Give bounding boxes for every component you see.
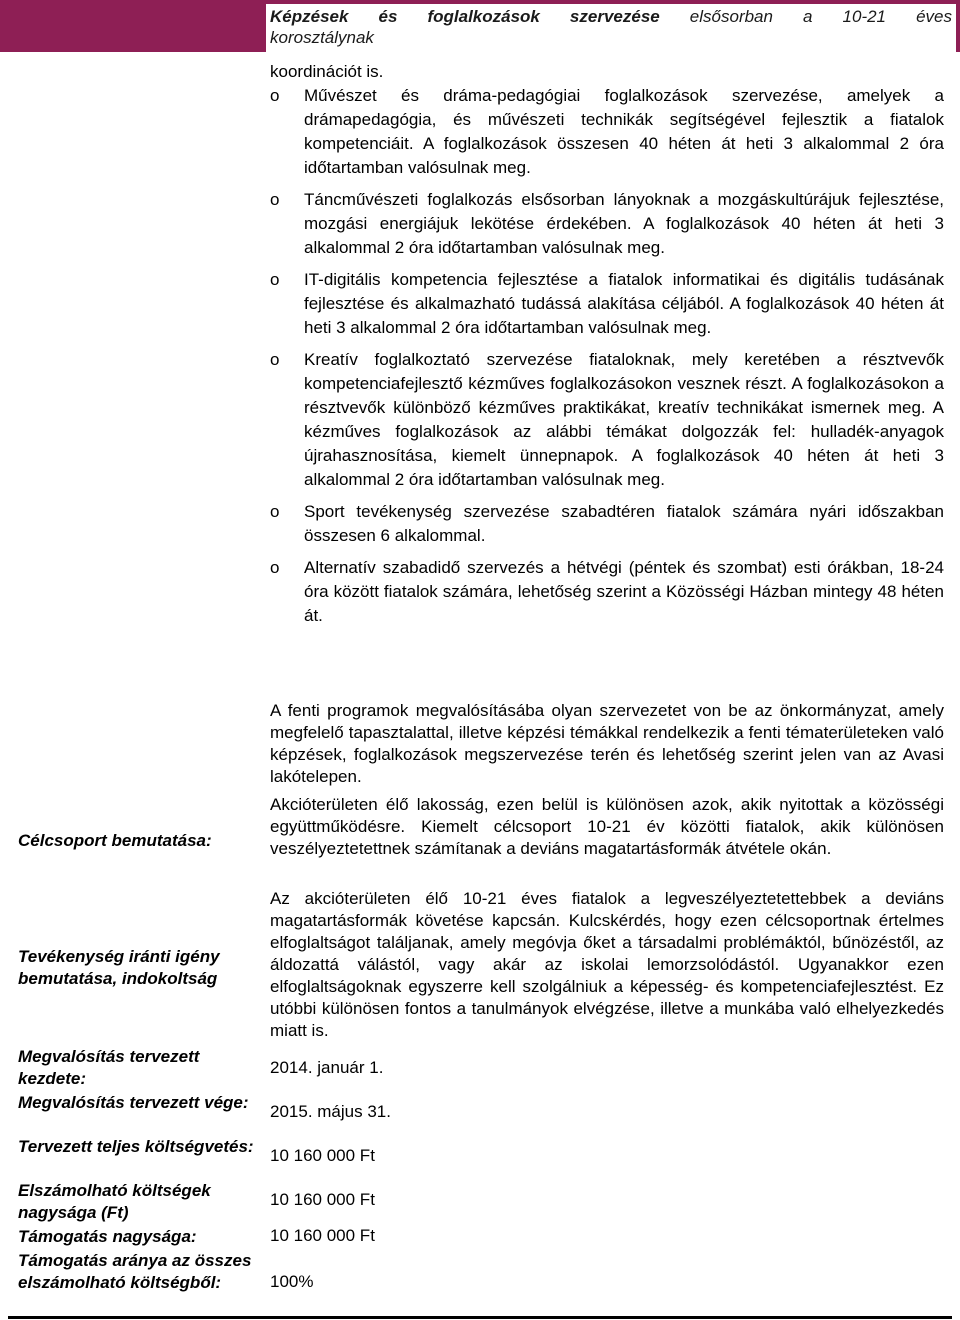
page-title [266,4,956,52]
bullet-icon: o [270,558,280,577]
bullet-icon: o [270,502,280,521]
title-line2: korosztálynak [270,28,374,47]
target-group-paragraph: Akcióterületen élő lakosság, ezen belül is különösen azok, akik nyitottak a közösségi együttműködésre. Kiemelt célcsoport 10-21 év közötti fiatalok, akik különösen veszélyeztetettnek számítanak a deviáns magatartásformák átvétele okán. [270,795,944,858]
grant-label: Támogatás nagysága: [18,1227,197,1246]
list-item-text: Táncművészeti foglalkozás elsősorban lányoknak a mozgáskultúrájuk fejlesztése, mozgási energiájuk lekötése érdekében. A foglalkozások 40 héten át heti 3 alkalommal 2 óra időtartamban valósulnak meg. [304,190,944,257]
bottom-divider [8,1316,952,1319]
list-item [270,188,944,260]
eligible-cost-value: 10 160 000 Ft [270,1190,375,1209]
title-bold: Képzések és foglalkozások szervezése [270,7,660,26]
end-value: 2015. május 31. [270,1102,391,1121]
bullet-icon: o [270,86,280,105]
grant-value: 10 160 000 Ft [270,1226,375,1245]
bullet-icon: o [270,350,280,369]
bullet-icon: o [270,270,280,289]
intro-text: koordinációt is. [270,62,384,81]
start-label: Megvalósítás tervezett kezdete: [18,1047,200,1088]
programs-paragraph: A fenti programok megvalósításába olyan szervezetet von be az önkormányzat, amely megfelelő tapasztalattal, illetve képzési témákkal rendelkezik a fenti tématerületeken való képzések, foglalkozások megszervezése terén és lehetőség szerint jelen van az Avasi lakótelepen. [270,701,944,786]
list-item-text: Alternatív szabadidő szervezés a hétvégi (péntek és szombat) esti órákban, 18-24 óra között fiatalok számára, lehetőség szerint a Közösségi Házban mintegy 48 héten át. [304,558,944,625]
list-item [270,500,944,548]
title-rest: elsősorban a 10-21 éves [689,7,952,26]
end-label: Megvalósítás tervezett vége: [18,1093,249,1112]
need-label: Tevékenység iránti igény bemutatása, indokoltság [18,947,220,988]
activity-list [270,84,944,636]
need-paragraph: Az akcióterületen élő 10-21 éves fiatalok a legveszélyeztetettebbek a deviáns magatartásformák követése kapcsán. Kulcskérdés, hogy ezen célcsoportnak értelmes elfoglaltságot találjanak, amely megóvja őket a társadalmi problémáktól, bűnözéstől, az áldozattá válástól, vagy akár az iskolai lemorzsolódástól. Ugyanakkor ezen elfoglaltságoknak egyszerre kell szolgálniuk a képesség- és kompetenciafejlesztést. Ez utóbbi különösen fontos a tanulmányok elvégzése, illetve a munkába való elhelyezkedés miatt is. [270,889,944,1040]
list-item [270,348,944,492]
list-item-text: Sport tevékenység szervezése szabadtéren fiatalok számára nyári időszakban összesen 6 alkalommal. [304,502,944,545]
list-item [270,556,944,628]
target-group-label: Célcsoport bemutatása: [18,831,212,850]
start-value: 2014. január 1. [270,1058,384,1077]
budget-label: Tervezett teljes költségvetés: [18,1137,254,1156]
bullet-icon: o [270,190,280,209]
list-item [270,268,944,340]
budget-value: 10 160 000 Ft [270,1146,375,1165]
grant-ratio-label: Támogatás aránya az összes elszámolható költségből: [18,1251,252,1292]
list-item-text: IT-digitális kompetencia fejlesztése a fiatalok informatikai és digitális tudásának fejlesztése és alkalmazható tudássá alakítása céljából. A foglalkozások 40 héten át heti 3 alkalommal 2 óra időtartamban valósulnak meg. [304,270,944,337]
list-item-text: Kreatív foglalkoztató szervezése fiataloknak, mely keretében a résztvevők kompetenciafejlesztő kézműves foglalkozásokon vesznek részt. A foglalkozásokon a résztvevők különböző kézműves praktikákat, kreatív technikákat ismernek meg. A kézműves foglalkozások az alábbi témákat dolgozzák fel: hulladék-anyagok újrahasznosítása, kiemelt ünnepnapok. A foglalkozások 40 héten át heti 3 alkalommal 2 óra időtartamban valósulnak meg. [304,350,944,489]
grant-ratio-value: 100% [270,1272,314,1291]
list-item-text: Művészet és dráma-pedagógiai foglalkozások szervezése, amelyek a drámapedagógia, és művészeti technikák segítségével fejlesztik a fiatalok kompetenciáit. A foglalkozások összesen 40 héten át heti 3 alkalommal 2 óra időtartamban valósulnak meg. [304,86,944,177]
eligible-cost-label: Elszámolható költségek nagysága (Ft) [18,1181,211,1222]
list-item [270,84,944,180]
